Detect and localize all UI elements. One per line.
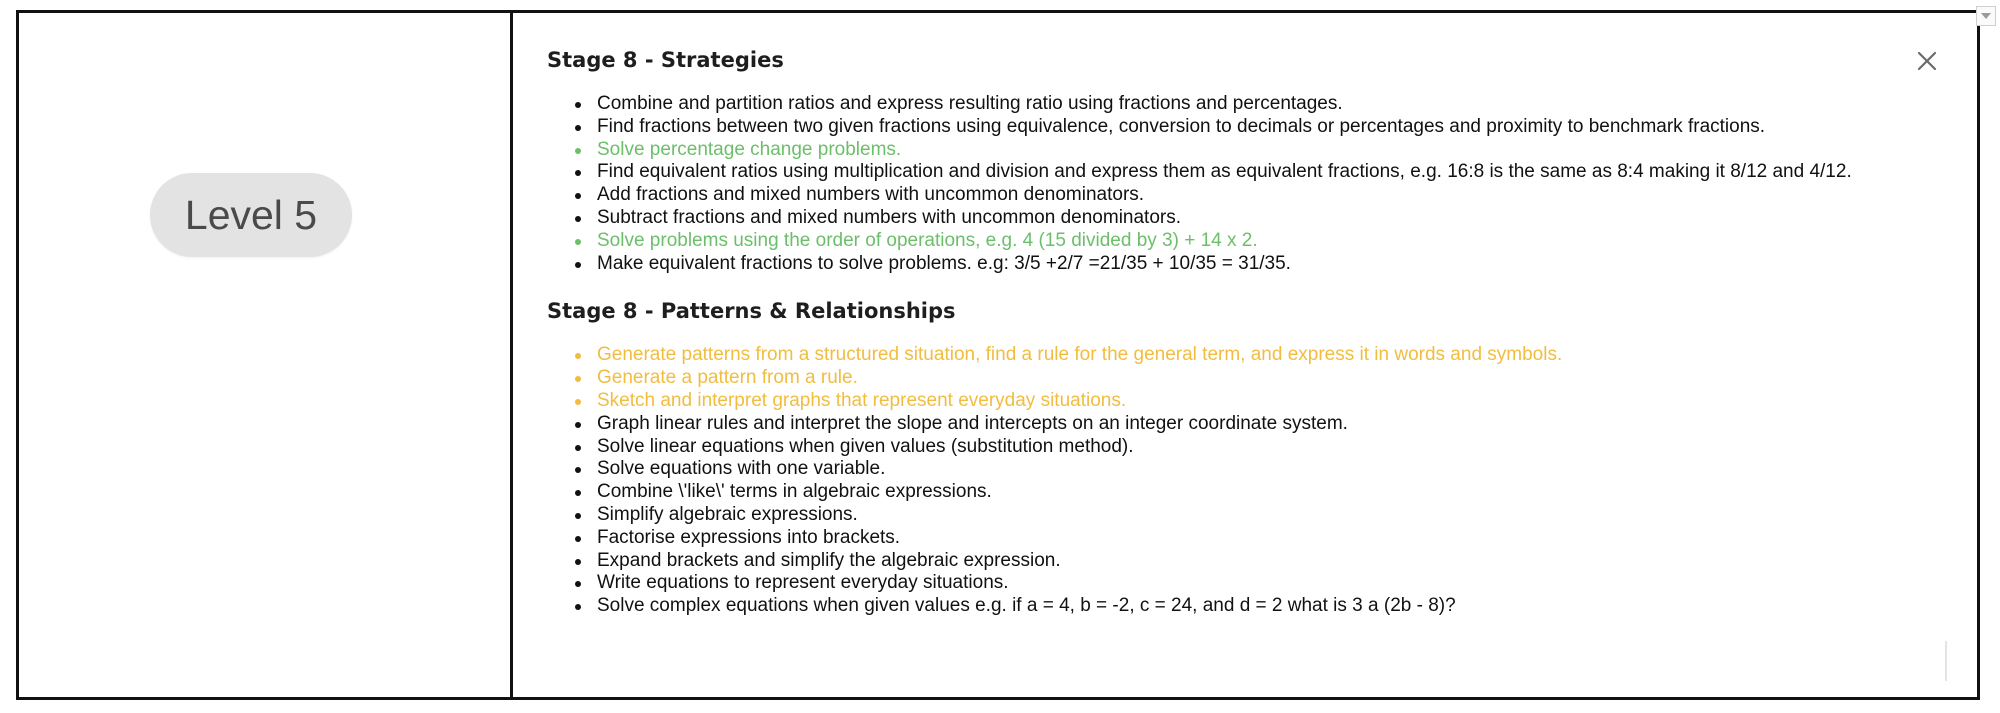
list-item: Find fractions between two given fractions using equivalence, conversion to decimals or percentages and proximity to benchmark fractions.	[547, 116, 1917, 139]
list-item: Solve complex equations when given values e.g. if a = 4, b = -2, c = 24, and d = 2 what is 3 a (2b - 8)?	[547, 595, 1917, 618]
list-item: Factorise expressions into brackets.	[547, 527, 1917, 550]
list-item: Graph linear rules and interpret the slope and intercepts on an integer coordinate system.	[547, 413, 1917, 436]
panel-frame	[16, 10, 1980, 700]
list-item: Generate patterns from a structured situation, find a rule for the general term, and express it in words and symbols.	[547, 344, 1917, 367]
list-item: Sketch and interpret graphs that represent everyday situations.	[547, 390, 1917, 413]
close-button[interactable]	[1913, 47, 1941, 75]
list-item: Write equations to represent everyday situations.	[547, 572, 1917, 595]
list-item: Generate a pattern from a rule.	[547, 367, 1917, 390]
list-item: Solve equations with one variable.	[547, 458, 1917, 481]
list-item: Make equivalent fractions to solve problems. e.g: 3/5 +2/7 =21/35 + 10/35 = 31/35.	[547, 253, 1917, 276]
stage-content	[547, 13, 1917, 618]
list-item: Expand brackets and simplify the algebraic expression.	[547, 550, 1917, 573]
list-item: Add fractions and mixed numbers with uncommon denominators.	[547, 184, 1917, 207]
list-item: Simplify algebraic expressions.	[547, 504, 1917, 527]
chevron-down-icon	[1980, 12, 1992, 20]
patterns-list	[547, 344, 1917, 618]
list-item: Combine \'like\' terms in algebraic expressions.	[547, 481, 1917, 504]
close-icon	[1917, 51, 1937, 71]
list-item: Find equivalent ratios using multiplication and division and express them as equivalent fractions, e.g. 16:8 is the same as 8:4 making it 8/12 and 4/12.	[547, 161, 1917, 184]
section-title-strategies: Stage 8 - Strategies	[547, 48, 784, 72]
list-item: Subtract fractions and mixed numbers with uncommon denominators.	[547, 207, 1917, 230]
strategies-list	[547, 93, 1917, 275]
section-title-patterns: Stage 8 - Patterns & Relationships	[547, 299, 956, 324]
details-pane	[513, 13, 1977, 697]
scrollbar[interactable]	[1945, 641, 1947, 681]
list-item: Combine and partition ratios and express resulting ratio using fractions and percentages.	[547, 93, 1917, 116]
level-badge: Level 5	[150, 173, 352, 257]
list-item: Solve problems using the order of operations, e.g. 4 (15 divided by 3) + 14 x 2.	[547, 230, 1917, 253]
dropdown-button[interactable]	[1976, 6, 1996, 26]
list-item: Solve linear equations when given values (substitution method).	[547, 436, 1917, 459]
level-pane	[19, 13, 513, 697]
list-item: Solve percentage change problems.	[547, 139, 1917, 162]
